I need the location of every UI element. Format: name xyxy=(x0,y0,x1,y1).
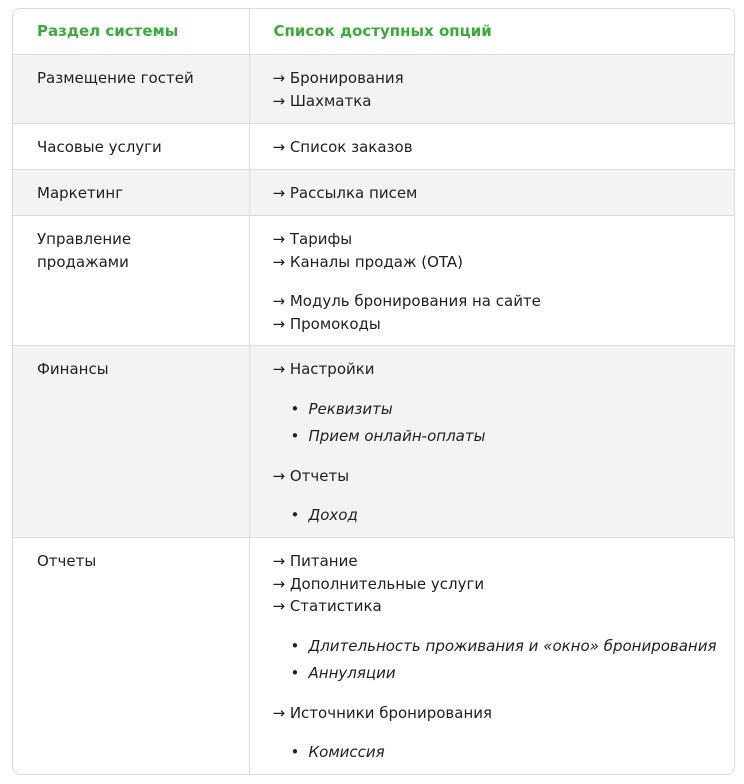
header-section: Раздел системы xyxy=(13,9,249,55)
option-link[interactable]: → Тарифы xyxy=(272,230,353,248)
table-row xyxy=(13,55,734,124)
option-link[interactable]: → Отчеты xyxy=(272,466,350,485)
section-cell: Часовые услуги xyxy=(13,124,249,170)
option-link[interactable]: → Список заказов xyxy=(272,138,413,156)
list-item: • Прием онлайн-оплаты xyxy=(273,425,711,448)
options-cell xyxy=(249,216,734,346)
options-table xyxy=(13,9,734,774)
option-link[interactable]: → Бронирования xyxy=(272,69,404,87)
option-link[interactable]: → Рассылка писем xyxy=(272,184,418,202)
options-table-container xyxy=(12,8,735,775)
options-cell xyxy=(249,538,734,774)
bullet-icon: • xyxy=(290,506,300,524)
sub-list xyxy=(273,504,711,527)
section-cell: Финансы xyxy=(13,346,249,538)
header-options: Список доступных опций xyxy=(273,22,492,41)
table-header-row xyxy=(13,9,734,55)
list-item: • Длительность проживания и «окно» бронирования xyxy=(273,635,711,658)
list-item: • Комиссия xyxy=(273,741,711,764)
option-link[interactable]: → Шахматка xyxy=(272,91,372,110)
list-item: • Реквизиты xyxy=(273,398,711,421)
sub-list xyxy=(273,635,717,685)
option-link[interactable]: → Статистика xyxy=(272,597,382,615)
option-link[interactable]: → Настройки xyxy=(272,360,375,378)
option-link[interactable]: → Промокоды xyxy=(272,314,381,333)
bullet-icon: • xyxy=(290,664,300,682)
section-cell: Управление продажами xyxy=(13,216,249,346)
table-row xyxy=(13,170,734,216)
table-row xyxy=(13,538,734,774)
bullet-icon: • xyxy=(290,743,300,761)
option-link[interactable]: → Дополнительные услуги xyxy=(272,574,485,593)
section-cell: Маркетинг xyxy=(13,170,249,216)
option-link[interactable]: → Питание xyxy=(272,552,358,570)
options-cell xyxy=(249,170,734,216)
sub-list xyxy=(273,741,711,764)
list-item: • Доход xyxy=(273,504,711,527)
options-cell xyxy=(249,55,734,124)
bullet-icon: • xyxy=(290,399,300,418)
options-cell xyxy=(249,124,734,170)
table-row xyxy=(13,216,734,346)
sub-list xyxy=(273,398,711,448)
section-cell: Отчеты xyxy=(13,538,249,774)
list-item: • Аннуляции xyxy=(273,662,711,685)
table-row xyxy=(13,346,734,538)
option-link[interactable]: → Модуль бронирования на сайте xyxy=(272,292,541,310)
option-link[interactable]: → Каналы продаж (OTA) xyxy=(272,252,463,271)
options-cell xyxy=(249,346,734,538)
table-row xyxy=(13,124,734,170)
bullet-icon: • xyxy=(290,427,300,445)
option-link[interactable]: → Источники бронирования xyxy=(272,703,493,722)
section-cell: Размещение гостей xyxy=(13,55,249,124)
bullet-icon: • xyxy=(290,636,300,655)
